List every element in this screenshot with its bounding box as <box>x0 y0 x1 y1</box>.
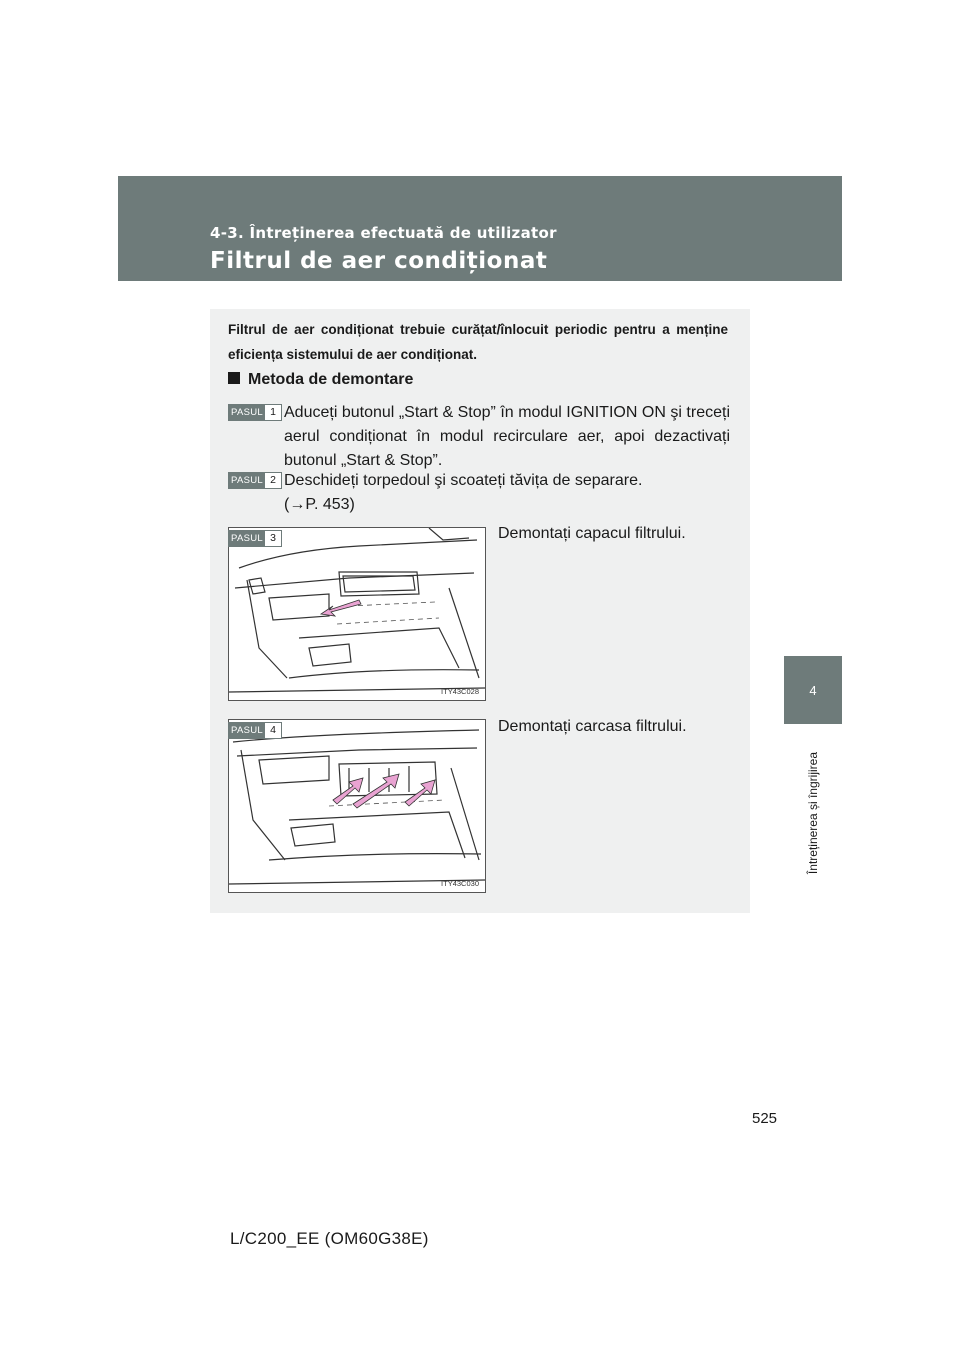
step-number: 1 <box>270 406 276 418</box>
document-code: L/C200_EE (OM60G38E) <box>230 1229 429 1248</box>
step-3-figure <box>228 527 486 701</box>
step-4-text: Demontați carcasa filtrului. <box>498 718 687 735</box>
step-4-figure <box>228 719 486 893</box>
square-bullet-icon <box>228 372 240 384</box>
page-reference-link[interactable]: (→P. 453) <box>284 496 355 513</box>
step-number: 2 <box>270 474 276 486</box>
step-word: PASUL <box>229 723 265 738</box>
step-1-badge <box>228 404 282 421</box>
step-4-badge <box>228 722 282 739</box>
figure-code: ITY43C030 <box>441 879 479 888</box>
page-title: Filtrul de aer condiționat <box>210 248 548 274</box>
step-3-text: Demontați capacul filtrului. <box>498 525 686 542</box>
content-panel <box>210 309 750 913</box>
chapter-tab[interactable] <box>784 656 842 724</box>
step-3-badge <box>228 530 282 547</box>
chapter-side-label <box>784 728 842 898</box>
method-heading <box>228 371 413 389</box>
step-1-text: Aduceți butonul „Start & Stop” în modul IGNITION ON şi treceți aerul condiționat în modul recirculare aer, apoi dezactivați butonul „Start & Stop”. <box>284 404 730 469</box>
filter-case-illustration <box>229 720 485 892</box>
chapter-number: 4 <box>809 682 817 698</box>
step-2-badge <box>228 472 282 489</box>
figure-code: ITY43C028 <box>441 687 479 696</box>
page-number: 525 <box>752 1110 778 1127</box>
glovebox-cover-illustration <box>229 528 485 700</box>
step-number: 3 <box>270 532 276 544</box>
step-number: 4 <box>270 724 276 736</box>
section-label: 4-3. Întreținerea efectuată de utilizator <box>210 224 557 242</box>
method-heading-text: Metoda de demontare <box>248 371 414 388</box>
step-word: PASUL <box>229 473 265 488</box>
chapter-title: Întreținerea și îngrijirea <box>806 751 820 875</box>
intro-text: Filtrul de aer condiționat trebuie curățat/înlocuit periodic pentru a menține eficiența sistemului de aer condiționat. <box>228 322 728 362</box>
header-band <box>118 176 842 281</box>
step-word: PASUL <box>229 405 265 420</box>
step-word: PASUL <box>229 531 265 546</box>
step-2-text: Deschideți torpedoul şi scoateți tăvița de separare. <box>284 472 643 489</box>
